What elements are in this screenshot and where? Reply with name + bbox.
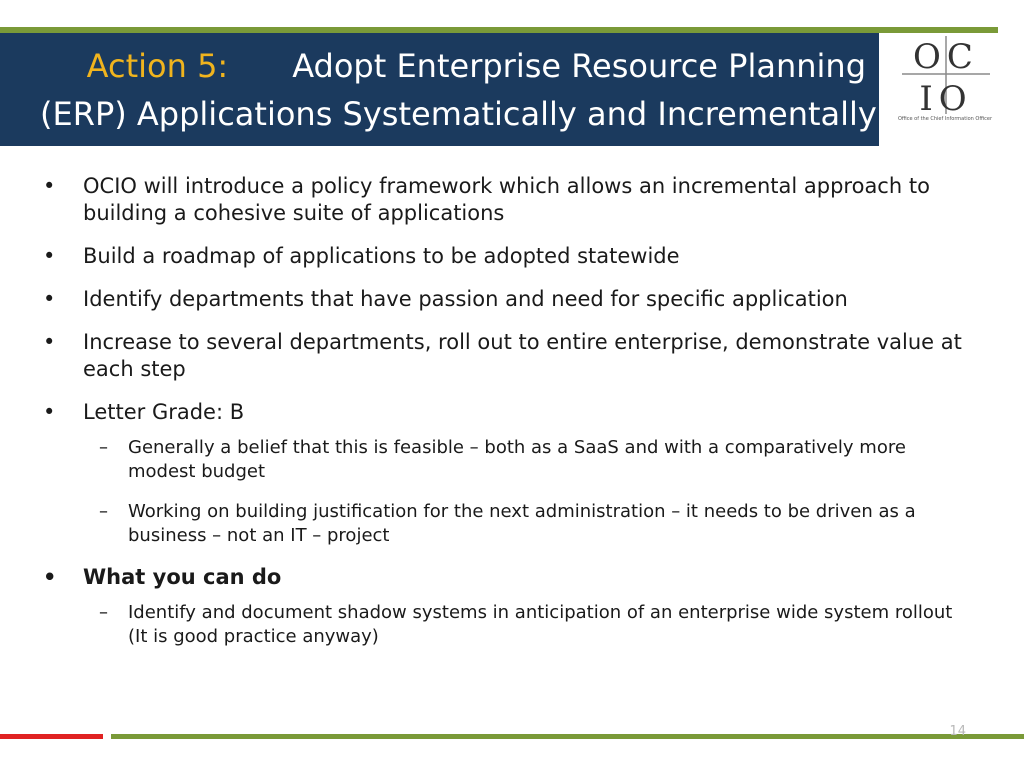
bullet-text: Build a roadmap of applications to be adopted statewide	[83, 244, 680, 268]
sub-bullet-item	[83, 500, 970, 548]
bullet-item	[40, 173, 970, 227]
footer-green-bar	[111, 734, 1024, 739]
bullet-list	[40, 173, 970, 665]
bullet-text: Letter Grade: B	[83, 400, 245, 424]
logo-letters-bottom: IO	[919, 79, 973, 119]
footer-red-bar	[0, 734, 103, 739]
sub-bullet-item	[83, 601, 970, 649]
bullet-text: What you can do	[83, 565, 282, 589]
sub-bullet-list	[83, 436, 970, 548]
bullet-item	[40, 329, 970, 383]
bullet-text: Identify departments that have passion and need for specific application	[83, 287, 848, 311]
slide-title-line-2: (ERP) Applications Systematically and Incrementally	[40, 95, 877, 133]
bullet-item-letter-grade	[40, 399, 970, 548]
title-text-1: Adopt Enterprise Resource Planning	[292, 47, 866, 85]
page-number: 14	[949, 724, 966, 739]
bullet-item	[40, 286, 970, 313]
sub-bullet-text: Working on building justification for the next administration – it needs to be driven as a business – not an IT – project	[128, 501, 916, 546]
bullet-text: OCIO will introduce a policy framework which allows an incremental approach to building a cohesive suite of applications	[83, 174, 930, 225]
bullet-text: Increase to several departments, roll out to entire enterprise, demonstrate value at each step	[83, 330, 962, 381]
logo-letters-top: OC	[913, 37, 979, 77]
bullet-item	[40, 243, 970, 270]
logo-caption: Office of the Chief Information Officer	[898, 116, 993, 122]
action-label: Action 5:	[86, 47, 229, 85]
sub-bullet-text: Identify and document shadow systems in anticipation of an enterprise wide system rollout (It is good practice anyway)	[128, 602, 953, 647]
slide-title-line-1	[40, 46, 866, 86]
sub-bullet-list	[83, 601, 970, 649]
bullet-item-what-you-can-do	[40, 564, 970, 649]
sub-bullet-item	[83, 436, 970, 484]
sub-bullet-text: Generally a belief that this is feasible – both as a SaaS and with a comparatively more modest budget	[128, 437, 906, 482]
